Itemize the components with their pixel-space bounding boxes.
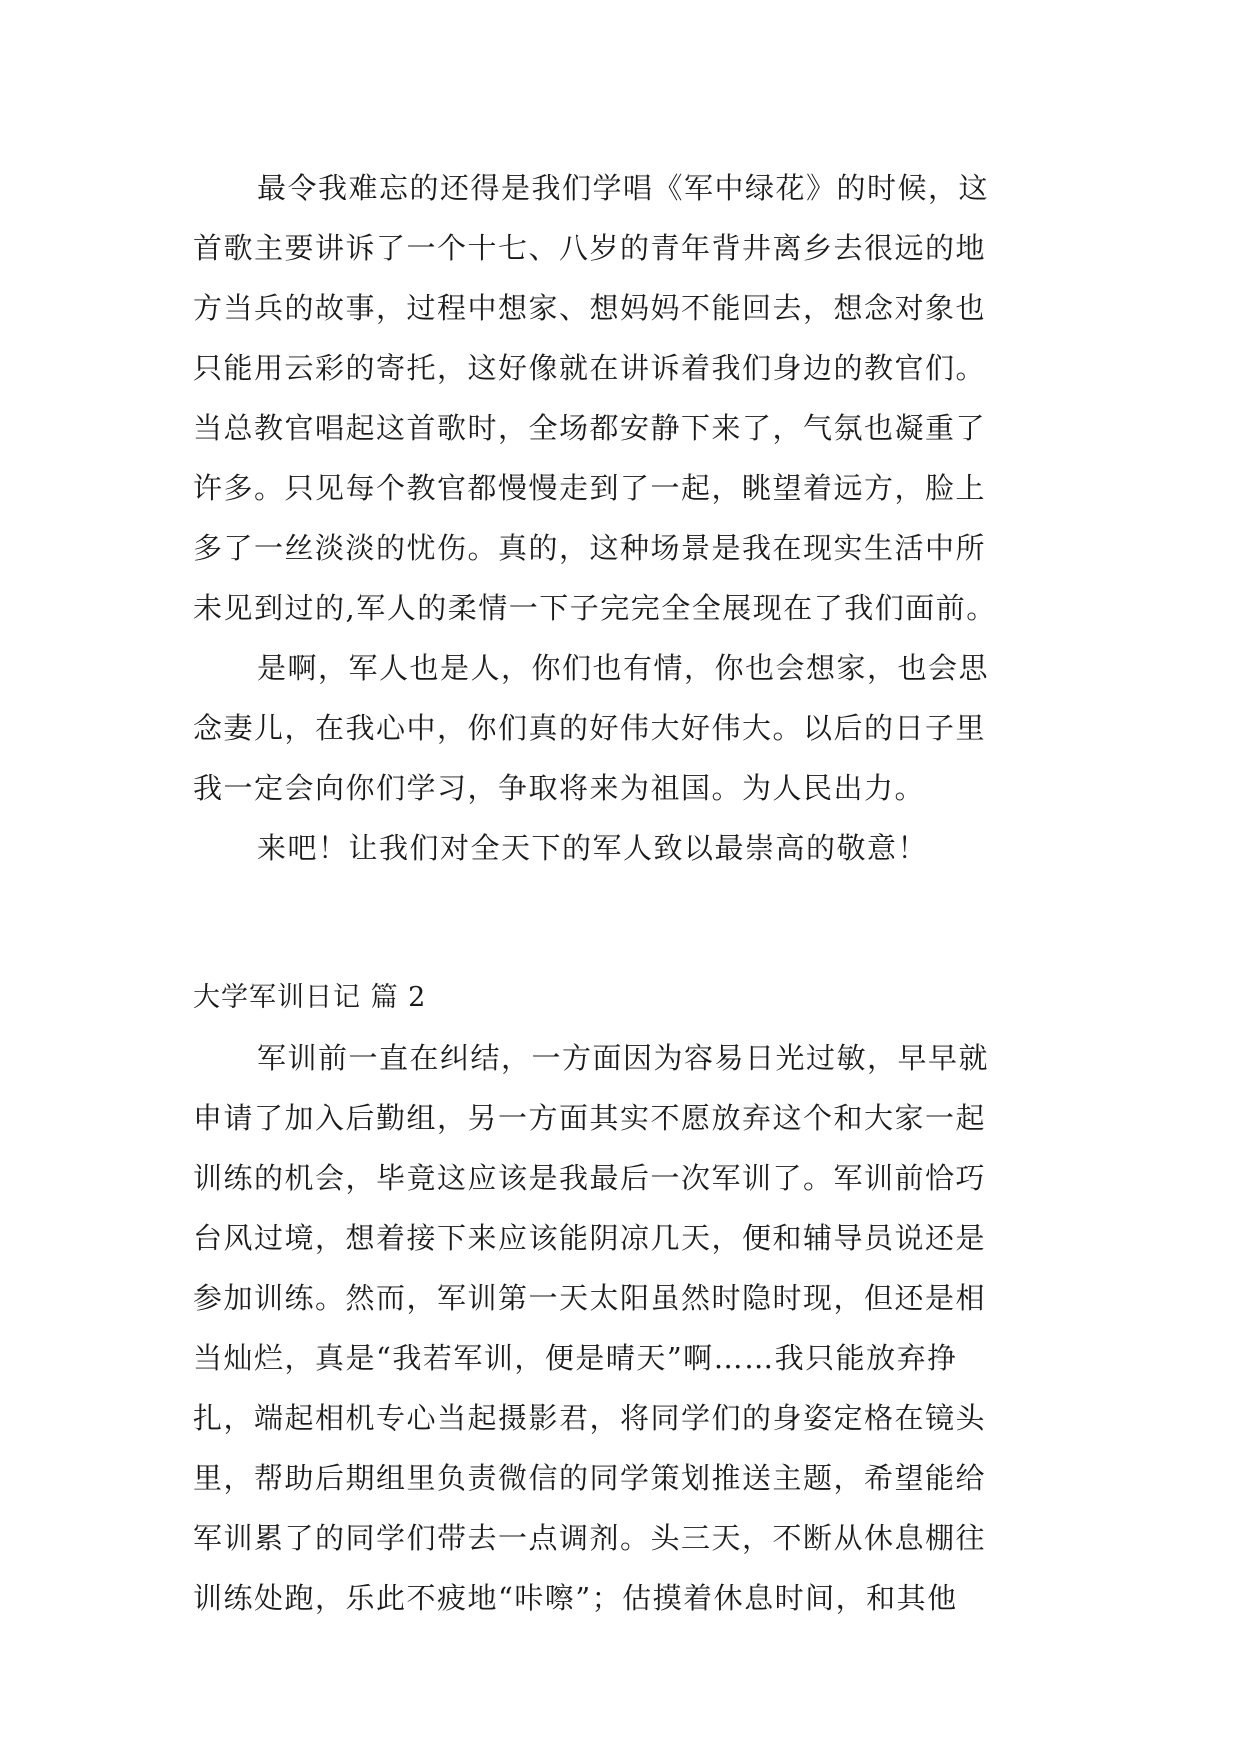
- paragraph: [193, 638, 1053, 818]
- text-line: 参加训练。然而，军训第一天太阳虽然时隐时现，但还是相: [193, 1281, 987, 1315]
- text-line: 首歌主要讲诉了一个十七、八岁的青年背井离乡去很远的地: [193, 231, 987, 265]
- text-line: 台风过境，想着接下来应该能阴凉几天，便和辅导员说还是: [193, 1221, 987, 1255]
- section-heading: 大学军训日记 篇 2: [193, 982, 427, 1013]
- text-line: 扎，端起相机专心当起摄影君，将同学们的身姿定格在镜头: [193, 1401, 987, 1435]
- text-line: 来吧！让我们对全天下的军人致以最崇高的敬意！: [257, 831, 929, 865]
- paragraph: [193, 1028, 1053, 1628]
- section-spacer: [193, 878, 1053, 968]
- paragraph: [193, 818, 1053, 878]
- text-line: 多了一丝淡淡的忧伤。真的，这种场景是我在现实生活中所: [193, 531, 987, 565]
- text-line: 训练处跑，乐此不疲地“咔嚓”；估摸着休息时间，和其他: [193, 1581, 958, 1615]
- text-line: 我一定会向你们学习，争取将来为祖国。为人民出力。: [193, 771, 926, 805]
- text-line: 是啊，军人也是人，你们也有情，你也会想家，也会思: [257, 651, 990, 685]
- text-line: 军训累了的同学们带去一点调剂。头三天，不断从休息棚往: [193, 1521, 987, 1555]
- text-line: 念妻儿，在我心中，你们真的好伟大好伟大。以后的日子里: [193, 711, 987, 745]
- text-line: 只能用云彩的寄托，这好像就在讲诉着我们身边的教官们。: [193, 351, 987, 385]
- text-line: 最令我难忘的还得是我们学唱《军中绿花》的时候，这: [257, 171, 990, 205]
- text-line: 许多。只见每个教官都慢慢走到了一起，眺望着远方，脸上: [193, 471, 987, 505]
- paragraph: [193, 158, 1053, 638]
- document-body: [193, 158, 1053, 1628]
- text-line: 里，帮助后期组里负责微信的同学策划推送主题，希望能给: [193, 1461, 987, 1495]
- text-line: 当灿烂，真是“我若军训，便是晴天”啊……我只能放弃挣: [193, 1341, 958, 1375]
- text-line: 申请了加入后勤组，另一方面其实不愿放弃这个和大家一起: [193, 1101, 987, 1135]
- text-line: 当总教官唱起这首歌时，全场都安静下来了，气氛也凝重了: [193, 411, 987, 445]
- text-line: 未见到过的,军人的柔情一下子完完全全展现在了我们面前。: [193, 591, 997, 625]
- text-line: 方当兵的故事，过程中想家、想妈妈不能回去，想念对象也: [193, 291, 987, 325]
- text-line: 训练的机会，毕竟这应该是我最后一次军训了。军训前恰巧: [193, 1161, 987, 1195]
- text-line: 军训前一直在纠结，一方面因为容易日光过敏，早早就: [257, 1041, 990, 1075]
